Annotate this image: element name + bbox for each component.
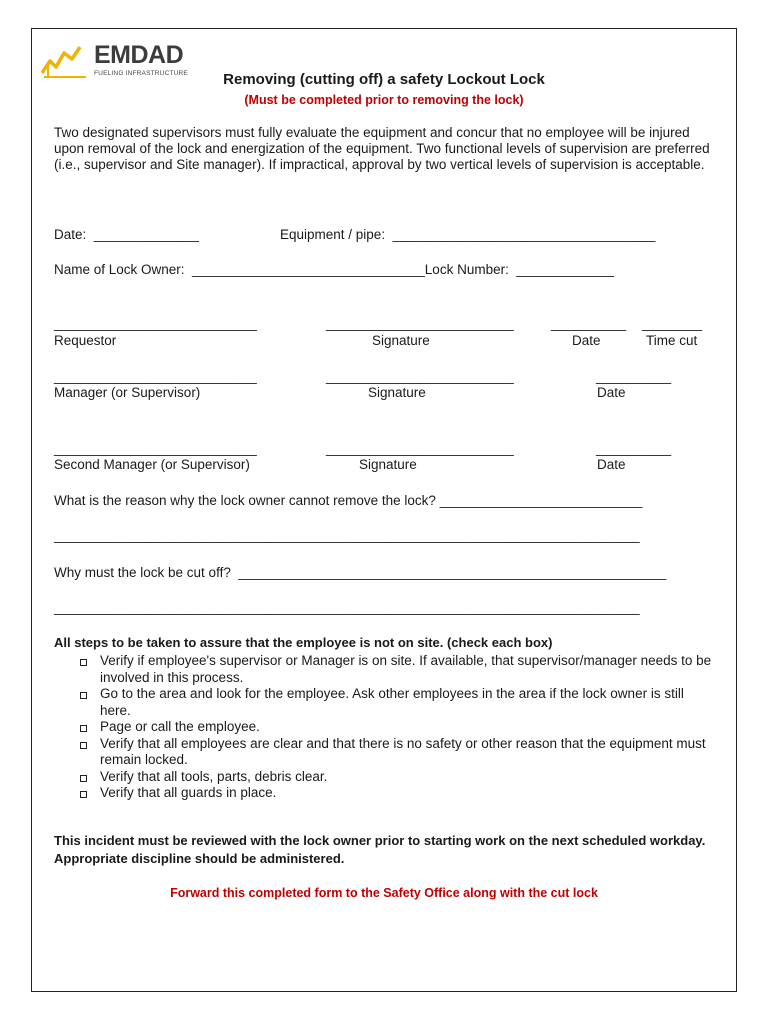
second-manager-label: Second Manager (or Supervisor): [54, 457, 250, 472]
manager-sign-line[interactable]: ___________________________: [54, 369, 257, 384]
equipment-field[interactable]: Equipment / pipe: ___________________________________: [280, 227, 656, 242]
requestor-signature-label: Signature: [372, 333, 430, 348]
checklist-item[interactable]: Go to the area and look for the employee. Ask other employees in the area if the lock owner is still here.: [54, 686, 714, 719]
manager-label: Manager (or Supervisor): [54, 385, 201, 400]
why-cut-blank-line[interactable]: ______________________________________________________________________________: [54, 600, 640, 615]
manager-signature-line[interactable]: _________________________: [326, 369, 514, 384]
requestor-time-line[interactable]: ________: [642, 316, 703, 331]
second-manager-signature-line[interactable]: _________________________: [326, 441, 514, 456]
manager-date-line[interactable]: __________: [596, 369, 672, 384]
requestor-date-label: Date: [572, 333, 601, 348]
reason-question[interactable]: What is the reason why the lock owner cannot remove the lock? ___________________________: [54, 493, 643, 508]
date-field[interactable]: Date: ______________: [54, 227, 199, 242]
manager-date-label: Date: [597, 385, 626, 400]
checkbox-icon[interactable]: [80, 775, 87, 782]
requestor-date-line[interactable]: __________: [551, 316, 627, 331]
checkbox-icon[interactable]: [80, 742, 87, 749]
second-manager-sign-line[interactable]: ___________________________: [54, 441, 257, 456]
checklist-item[interactable]: Verify that all tools, parts, debris clear.: [54, 769, 714, 786]
intro-paragraph: Two designated supervisors must fully evaluate the equipment and concur that no employee will be injured upon removal of the lock and energization of the equipment. Two functional levels of supervision are preferred (i.e., supervisor and Site manager). If impractical, approval by two vertical levels of supervision is acceptable.: [54, 125, 710, 172]
form-subtitle: (Must be completed prior to removing the lock): [244, 93, 524, 107]
forward-note: Forward this completed form to the Safety Office along with the cut lock: [170, 886, 598, 900]
requestor-label: Requestor: [54, 333, 117, 348]
checkbox-icon[interactable]: [80, 659, 87, 666]
checkbox-icon[interactable]: [80, 692, 87, 699]
checklist-item[interactable]: Verify that all guards in place.: [54, 785, 714, 802]
requestor-signature-line[interactable]: _________________________: [326, 316, 514, 331]
lock-owner-field[interactable]: Name of Lock Owner: _______________________________Lock Number: _____________: [54, 262, 614, 277]
checklist-item[interactable]: Page or call the employee.: [54, 719, 714, 736]
reason-blank-line[interactable]: ______________________________________________________________________________: [54, 528, 640, 543]
checklist-item[interactable]: Verify if employee's supervisor or Manager is on site. If available, that supervisor/manager needs to be involved in this process.: [54, 653, 714, 686]
requestor-sign-line[interactable]: ___________________________: [54, 316, 257, 331]
second-manager-date-line[interactable]: __________: [596, 441, 672, 456]
checkbox-icon[interactable]: [80, 791, 87, 798]
why-cut-question[interactable]: Why must the lock be cut off? _________________________________________________________: [54, 565, 667, 580]
checkbox-icon[interactable]: [80, 725, 87, 732]
steps-checklist: [54, 653, 714, 802]
checklist-item[interactable]: Verify that all employees are clear and that there is no safety or other reason that the equipment must remain locked.: [54, 736, 714, 769]
logo-tagline: FUELING INFRASTRUCTURE: [94, 70, 188, 77]
second-manager-signature-label: Signature: [359, 457, 417, 472]
form-title: Removing (cutting off) a safety Lockout Lock: [223, 71, 545, 88]
manager-signature-label: Signature: [368, 385, 426, 400]
steps-heading: All steps to be taken to assure that the employee is not on site. (check each box): [54, 635, 553, 650]
time-cut-label: Time cut: [646, 333, 698, 348]
incident-note: This incident must be reviewed with the lock owner prior to starting work on the next scheduled workday. Appropriate discipline should be administered.: [54, 833, 706, 866]
second-manager-date-label: Date: [597, 457, 626, 472]
logo-name: EMDAD: [94, 41, 184, 69]
form-page: [31, 28, 737, 992]
